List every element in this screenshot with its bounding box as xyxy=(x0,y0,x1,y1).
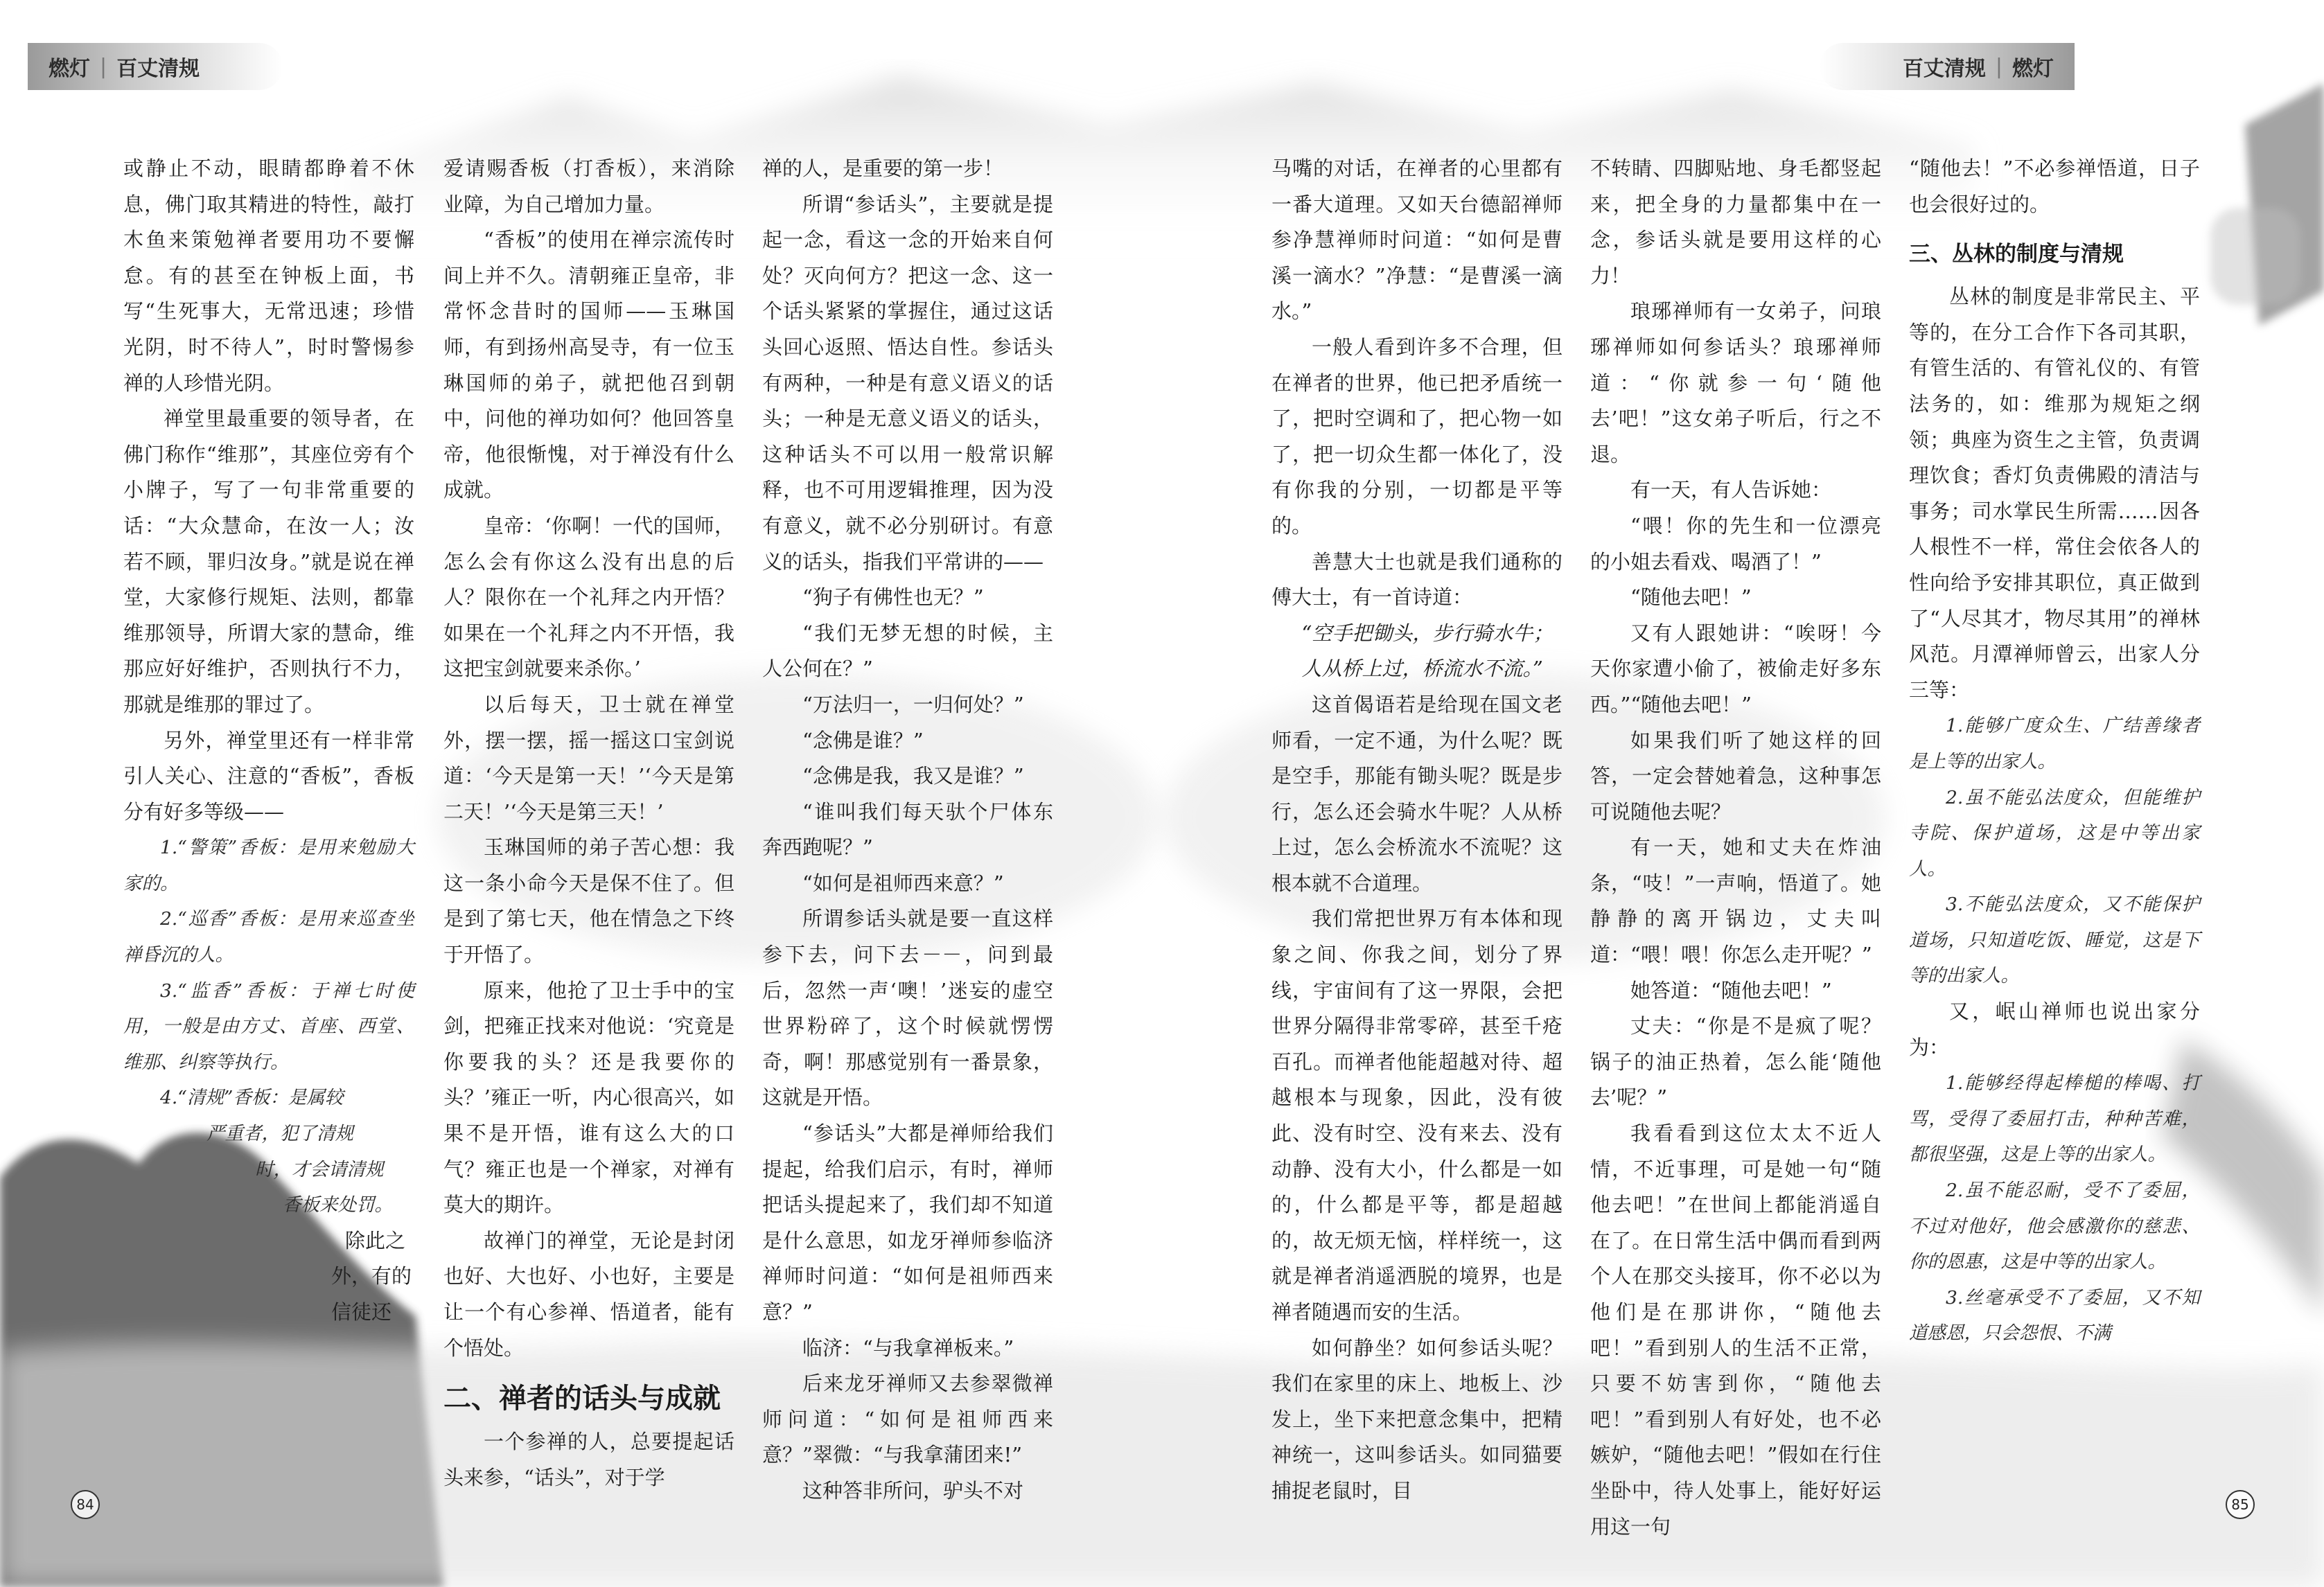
header-separator: | xyxy=(1995,54,2002,79)
paragraph: 临济：“与我拿禅板来。” xyxy=(802,1336,1014,1360)
paragraph: 原来，他抢了卫士手中的宝剑，把雍正找来对他说：‘究竟是你要我的头？还是我要你的头？’雍正一听，内心很高兴，如果不是开悟，谁有这么大的口气？雍正也是一个禅家，对禅有莫大的期许。 xyxy=(443,978,734,1217)
text-column-1 xyxy=(123,151,414,1331)
header-separator: | xyxy=(100,54,107,79)
quote-line: “万法归一，一归何处？” xyxy=(802,692,1024,716)
quote-line: “念佛是我，我又是谁？” xyxy=(802,764,1024,788)
paragraph: “参话头”大都是禅师给我们提起，给我们启示，有时，禅师把话头提起来了，我们却不知道是什么意思，如龙牙禅师参临济禅师时问道：“如何是祖师西来意？” xyxy=(762,1121,1053,1324)
text-column-5 xyxy=(1590,151,1881,1545)
paragraph: 琅琊禅师有一女弟子，问琅琊禅师如何参话头？琅琊禅师道：“你就参一句‘随他去’吧！”这女弟子听后，行之不退。 xyxy=(1590,299,1881,466)
paragraph-fragment: 外，有的 xyxy=(331,1264,412,1288)
ink-water-bottom xyxy=(0,1341,2324,1587)
paragraph: 我看看到这位太太不近人情，不近事理，可是她一句“随他去吧！”在世间上都能消遥自在了。在日常生活中偶而看到两个人在那交头接耳，你不必以为他们是在那讲你，“随他去吧！”看到别人的生活不正常，只要不妨害到你，“随他去吧！”看到别人有好处，也不必嫉妒，“随他去吧！”假如在行住坐卧中，待人处事上，能好好运用这一句 xyxy=(1590,1121,1881,1539)
paragraph: 一个参禅的人，总要提起话头来参，“话头”，对于学 xyxy=(443,1430,734,1489)
paragraph: “随他去吧！” xyxy=(1630,585,1752,610)
paragraph: 所谓“参话头”，主要就是提起一念，看这一念的开始来自何处？灭向何方？把这一念、这一个话头紧紧的掌握住，通过这话头回心返照、悟达自性。参话头有两种，一种是有意义语义的话头；一种是无意义语义的话头，这种话头不可以用一般常识解释，也不可用逻辑推理，因为没有意义，就不必分别研讨。有意义的话头，指我们平常讲的—— xyxy=(762,192,1053,574)
paragraph: 或静止不动，眼睛都睁着不休息，佛门取其精进的特性，敲打木鱼来策勉禅者要用功不要懈怠。有的甚至在钟板上面，书写“生死事大，无常迅速；珍惜光阴，时不待人”，时时警惕参禅的人珍惜光阴。 xyxy=(123,157,414,395)
text-column-6 xyxy=(1909,151,2200,1351)
paragraph: 如何静坐？如何参话头呢？我们在家里的床上、地板上、沙发上，坐下来把意念集中，把精神统一，这叫参话头。如同猫要捕捉老鼠时，目 xyxy=(1271,1336,1562,1502)
verse-line: “空手把锄头，步行骑水牛； xyxy=(1301,621,1553,645)
header-column-title: 百丈清规 xyxy=(116,57,200,81)
quote-line: “狗子有佛性也无？” xyxy=(802,585,984,610)
paragraph: 以后每天，卫士就在禅堂外，摆一摆，摇一摇这口宝剑说道：‘今天是第一天！’‘今天是第二天！’‘今天是第三天！’ xyxy=(443,692,734,824)
section-heading: 三、丛林的制度与清规 xyxy=(1909,242,2124,267)
paragraph: 故禅门的禅堂，无论是封闭也好、大也好、小也好，主要是让一个有心参禅、悟道者，能有个悟处。 xyxy=(443,1228,734,1360)
page-number-left: 84 xyxy=(71,1490,100,1519)
paragraph: 这首偈语若是给现在国文老师看，一定不通，为什么呢？既是空手，那能有锄头呢？既是步行，怎么还会骑水牛呢？人从桥上过，怎么会桥流水不流呢？这根本就不合道理。 xyxy=(1271,692,1562,895)
list-item: 1.能够广度众生、广结善缘者是上等的出家人。 xyxy=(1909,715,2200,772)
paragraph: 后来龙牙禅师又去参翠微禅师问道：“如何是祖师西来意？”翠微：“与我拿蒲团来!” xyxy=(762,1372,1053,1467)
list-item: 2.虽不能弘法度众，但能维护寺院、保护道场，这是中等出家人。 xyxy=(1909,786,2200,880)
section-heading: 二、禅者的话头与成就 xyxy=(443,1383,721,1415)
list-item: 1.能够经得起棒槌的棒喝、打骂，受得了委屈打击，种种苦难，都很坚强，这是上等的出家人。 xyxy=(1909,1072,2200,1166)
list-item: 3.“监香”香板：于禅七时使用，一般是由方丈、首座、西堂、维那、纠察等执行。 xyxy=(123,979,414,1073)
paragraph: 有一天，有人告诉她： xyxy=(1630,478,1832,502)
calligraphy-brush-tip xyxy=(2210,208,2300,305)
text-column-4 xyxy=(1271,151,1562,1509)
paragraph: 另外，禅堂里还有一样非常引人关心、注意的“香板”，香板分有好多等级—— xyxy=(123,728,414,824)
list-item: 3.不能弘法度众，又不能保护道场，只知道吃饭、睡觉，这是下等的出家人。 xyxy=(1909,894,2200,987)
quote-line: “我们无梦无想的时候，主人公何在？” xyxy=(762,621,1053,681)
text-column-3 xyxy=(762,151,1053,1509)
paragraph: 不转睛、四脚贴地、身毛都竖起来，把全身的力量都集中在一念，参话头就是要用这样的心力！ xyxy=(1590,157,1881,287)
quote-line: “念佛是谁？” xyxy=(802,728,924,752)
paragraph: 丛林的制度是非常民主、平等的，在分工合作下各司其职，有管生活的、有管礼仪的、有管法务的，如：维那为规矩之纲领；典座为资生之主管，负责调理饮食；香灯负责佛殿的清洁与事务；司水掌民生所需……因各人根性不一样，常住会依各人的性向给予安排其职位，真正做到了“人尽其才，物尽其用”的禅林风范。月潭禅师曾云，出家人分三等： xyxy=(1909,285,2200,702)
quote-line: “谁叫我们每天驮个尸体东奔西跑呢？” xyxy=(762,799,1053,860)
paragraph: 她答道：“随他去吧！” xyxy=(1630,978,1832,1002)
paragraph: 玉琳国师的弟子苦心想：我这一条小命今天是保不住了。但是到了第七天，他在情急之下终于开悟了。 xyxy=(443,835,734,967)
paragraph: 如果我们听了她这样的回答，一定会替她着急，这种事怎可说随他去呢？ xyxy=(1590,728,1881,824)
page-header-right xyxy=(1820,43,2075,90)
paragraph: 禅堂里最重要的领导者，在佛门称作“维那”，其座位旁有个小牌子，写了一句非常重要的话：“大众慧命，在汝一人；汝若不顾，罪归汝身。”就是说在禅堂，大家修行规矩、法则，都靠维那领导，所谓大家的慧命，维那应好好维护，否则执行不力，那就是维那的罪过了。 xyxy=(123,407,414,716)
quote-line: “如何是祖师西来意？” xyxy=(802,871,1004,895)
paragraph: “喂！你的先生和一位漂亮的小姐去看戏、喝酒了！” xyxy=(1590,513,1881,574)
paragraph: “随他去！”不必参禅悟道，日子也会很好过的。 xyxy=(1909,157,2200,216)
paragraph: 又有人跟她讲：“唉呀！今天你家遭小偷了，被偷走好多东西。”“随他去吧！” xyxy=(1590,621,1881,716)
paragraph: 爱请赐香板（打香板），来消除业障，为自己增加力量。 xyxy=(443,157,734,216)
paragraph: 又，岷山禅师也说出家分为： xyxy=(1909,1000,2200,1059)
paragraph: 所谓参话头就是要一直这样参下去，问下去－－，问到最后，忽然一声‘噢！’迷妄的虚空世界粉碎了，这个时候就愣愣奇，啊！那感觉别有一番景象，这就是开悟。 xyxy=(762,907,1053,1110)
paragraph: 善慧大士也就是我们通称的傅大士，有一首诗道： xyxy=(1271,549,1562,610)
list-item: 3.丝毫承受不了委屈，又不知道感恩，只会怨恨、不满 xyxy=(1909,1286,2200,1345)
list-item: 4.“清规”香板：是属较 xyxy=(160,1087,344,1109)
paragraph: 禅的人，是重要的第一步！ xyxy=(762,157,1004,180)
list-item: 2.“巡香”香板：是用来巡查坐禅昏沉的人。 xyxy=(123,908,414,966)
page-header-left xyxy=(28,43,283,90)
paragraph: 丈夫：“你是不是疯了呢？锅子的油正热着，怎么能‘随他去’呢？” xyxy=(1590,1014,1881,1110)
paragraph: 这种答非所问，驴头不对 xyxy=(802,1478,1024,1502)
paragraph: 皇帝：‘你啊！一代的国师，怎么会有你这么没有出息的后人？限你在一个礼拜之内开悟？如果在一个礼拜之内不开悟，我这把宝剑就要来杀你。’ xyxy=(443,513,734,681)
list-item-continued: 时，才会请清规 xyxy=(255,1158,384,1180)
header-section-title: 燃灯 xyxy=(49,57,90,81)
paragraph: 一般人看到许多不合理，但在禅者的世界，他已把矛盾统一了，把时空调和了，把心物一如了，把一切众生都一体化了，没有你我的分别，一切都是平等的。 xyxy=(1271,335,1562,538)
paragraph: “香板”的使用在禅宗流传时间上并不久。清朝雍正皇帝，非常怀念昔时的国师——玉琳国师，有到扬州高旻寺，有一位玉琳国师的弟子，就把他召到朝中，问他的禅功如何？他回答皇帝，他很惭愧，对于禅没有什么成就。 xyxy=(443,228,734,502)
page-number-right: 85 xyxy=(2226,1490,2255,1519)
list-item: 2.虽不能忍耐，受不了委屈，不过对他好，他会感激你的慈悲、你的恩惠，这是中等的出家人。 xyxy=(1909,1180,2200,1273)
paragraph-fragment: 除此之 xyxy=(345,1228,406,1252)
verse-line: 人从桥上过，桥流水不流。” xyxy=(1301,657,1543,681)
header-column-title: 百丈清规 xyxy=(1902,57,1986,81)
header-section-title: 燃灯 xyxy=(2012,57,2054,81)
paragraph: 有一天，她和丈夫在炸油条，“吱！”一声响，悟道了。她静静的离开锅边，丈夫叫道：“喂！喂！你怎么走开呢？” xyxy=(1590,835,1881,967)
list-item-continued: 香板来处罚。 xyxy=(283,1194,393,1216)
text-column-2 xyxy=(443,151,734,1496)
list-item-continued: 严重者，犯了清规 xyxy=(206,1123,353,1145)
paragraph-fragment: 信徒还 xyxy=(331,1300,392,1324)
list-item: 1.“警策”香板：是用来勉励大家的。 xyxy=(123,837,414,894)
paragraph: 我们常把世界万有本体和现象之间、你我之间，划分了界线，宇宙间有了这一界限，会把世界分隔得非常零碎，甚至千疮百孔。而禅者他能超越对待、超越根本与现象，因此，没有彼此、没有时空、没有来去、没有动静、没有大小，什么都是一如的，什么都是平等，都是超越的，故无烦无恼，样样统一，这就是禅者消遥洒脱的境界，也是禅者随遇而安的生活。 xyxy=(1271,907,1562,1324)
paragraph: 马嘴的对话，在禅者的心里都有一番大道理。又如天台德韶禅师参净慧禅师时问道：“如何是曹溪一滴水？”净慧：“是曹溪一滴水。” xyxy=(1271,157,1562,323)
